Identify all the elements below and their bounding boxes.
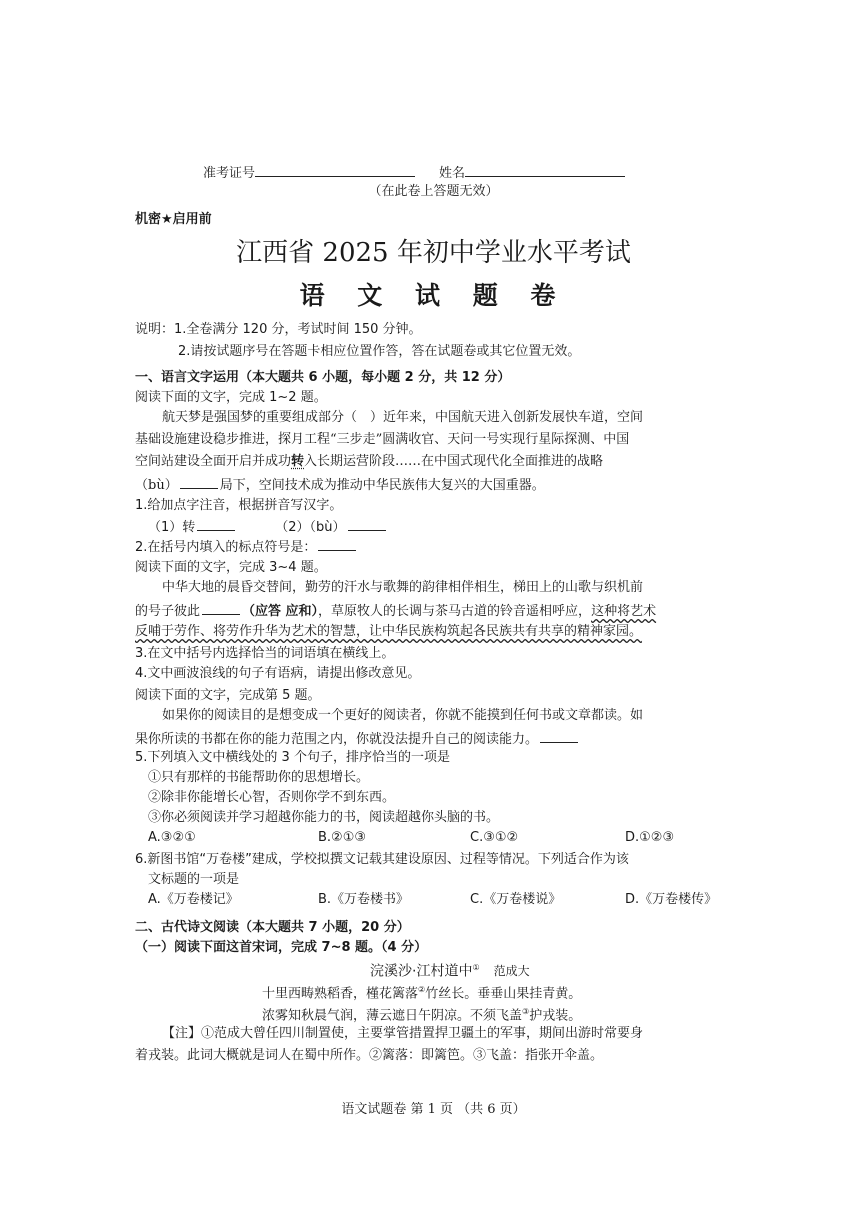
question-6-option-b: B.《万卷楼书》 xyxy=(318,892,410,907)
question-5-sentence-2: ②除非你能增长心智，否则你学不到东西。 xyxy=(148,790,396,805)
passage-2-line-2-mid: ，草原牧人的长调与茶马古道的铃音遥相呼应， xyxy=(318,604,592,619)
answer-blank-1b xyxy=(348,516,386,531)
name-blank xyxy=(465,162,625,177)
passage-2-line-2-start: 的号子彼此 xyxy=(135,604,201,619)
question-1-part-b: （2）（bù） xyxy=(275,520,346,535)
exam-id-blank xyxy=(255,162,415,177)
poem-line-1-note-mark: ② xyxy=(418,985,426,994)
passage-1-line-3-start: 空间站建设全面开启并成功 xyxy=(135,454,292,469)
section-2-heading: 二、古代诗文阅读（本大题共 7 小题，20 分） xyxy=(135,920,410,935)
question-4: 4.文中画波浪线的句子有语病，请提出修改意见。 xyxy=(135,666,421,681)
passage-1-line-1: 航天梦是强国梦的重要组成部分（ ）近年来，中国航天进入创新发展快车道，空间 xyxy=(162,410,644,425)
blank-sentence-order xyxy=(540,728,578,743)
question-2 xyxy=(135,536,358,558)
wavy-sentence-part-2: 反哺于劳作、将劳作升华为艺术的智慧，让中华民族构筑起各民族共有共享的精神家园。 xyxy=(135,624,643,639)
answer-blank-2 xyxy=(318,536,356,551)
question-3: 3.在文中括号内选择恰当的词语填在横线上。 xyxy=(135,646,395,661)
poem-author: 范成大 xyxy=(493,964,530,979)
name-label: 姓名 xyxy=(439,166,466,181)
question-6-line-1: 6.新图书馆“万卷楼”建成，学校拟撰文记载其建设原因、过程等情况。下列适合作为该 xyxy=(135,852,629,867)
question-6-option-c: C.《万卷楼说》 xyxy=(470,892,562,907)
poem-line-2-note-mark: ③ xyxy=(522,1007,530,1016)
poem-line-1 xyxy=(262,980,581,1004)
exam-subtitle: 语 文 试 题 卷 xyxy=(299,281,568,310)
poem-line-2 xyxy=(262,1002,581,1026)
secret-mark: 机密★启用前 xyxy=(135,212,212,227)
question-5-option-b: B.②①③ xyxy=(318,830,367,845)
page-footer: 语文试题卷 第 1 页 （共 6 页） xyxy=(341,1102,526,1117)
passage-3-line-1: 如果你的阅读目的是想变成一个更好的阅读者，你就不能摸到任何书或文章都读。如 xyxy=(162,708,644,723)
instruction-1: 说明：1.全卷满分 120 分，考试时间 150 分钟。 xyxy=(135,322,422,337)
poem-line-1-end: 竹丝长。垂垂山果挂青黄。 xyxy=(425,986,582,1002)
poem-title-line xyxy=(370,958,530,982)
word-choice: （应答 应和） xyxy=(242,604,319,619)
exam-id-line xyxy=(203,162,625,184)
blank-bu xyxy=(180,474,218,489)
passage-2-line-3 xyxy=(135,622,642,642)
poem-note-line-2: 着戎装。此词大概就是词人在蜀中所作。②篱落：即篱笆。③飞盖：指张开伞盖。 xyxy=(135,1048,604,1063)
passage-1-line-3-end: 入长期运营阶段……在中国式现代化全面推进的战略 xyxy=(304,454,604,469)
poem-title-note-mark: ① xyxy=(472,963,480,972)
section-2-sub-1: （一）阅读下面这首宋词，完成 7~8 题。（4 分） xyxy=(135,940,428,955)
exam-title: 江西省 2025 年初中学业水平考试 xyxy=(236,238,631,268)
blank-word-choice xyxy=(202,600,240,615)
question-1-parts xyxy=(148,516,388,538)
question-1-part-a: （1）转 xyxy=(148,520,196,535)
wavy-sentence-part-1: 这种将艺术 xyxy=(591,604,657,619)
question-5: 5.下列填入文中横线处的 3 个句子，排序恰当的一项是 xyxy=(135,750,450,765)
passage-1-line-4 xyxy=(135,474,545,496)
question-5-option-d: D.①②③ xyxy=(625,830,675,845)
reading-intro-1: 阅读下面的文字，完成 1~2 题。 xyxy=(135,390,327,405)
reading-intro-2: 阅读下面的文字，完成 3~4 题。 xyxy=(135,560,327,575)
poem-line-2-end: 护戎装。 xyxy=(529,1008,582,1024)
question-2-text: 2.在括号内填入的标点符号是： xyxy=(135,540,317,555)
passage-1-line-4-end: 局下，空间技术成为推动中华民族伟大复兴的大国重器。 xyxy=(219,478,545,493)
poem-title: 浣溪沙·江村道中 xyxy=(370,963,473,980)
question-5-option-c: C.③①② xyxy=(470,830,519,845)
poem-line-2-start: 浓雾知秋晨气润，薄云遮日午阴凉。不须飞盖 xyxy=(262,1008,523,1024)
passage-2-line-2 xyxy=(135,600,656,622)
question-6-line-2: 文标题的一项是 xyxy=(148,872,240,887)
question-5-sentence-1: ①只有那样的书能帮助你的思想增长。 xyxy=(148,770,370,785)
poem-note-line-1: 【注】①范成大曾任四川制置使，主要掌管措置捍卫疆土的军事，期间出游时常要身 xyxy=(162,1026,644,1041)
section-1-heading: 一、语言文字运用（本大题共 6 小题，每小题 2 分，共 12 分） xyxy=(135,370,511,385)
passage-2-line-1: 中华大地的晨昏交替间，勤劳的汗水与歌舞的韵律相伴相生，梯田上的山歌与织机前 xyxy=(162,580,644,595)
question-1: 1.给加点字注音，根据拼音写汉字。 xyxy=(135,498,343,513)
question-6-option-d: D.《万卷楼传》 xyxy=(625,892,718,907)
passage-1-line-3 xyxy=(135,452,603,472)
instruction-2: 2.请按试题序号在答题卡相应位置作答，答在试题卷或其它位置无效。 xyxy=(178,344,581,359)
question-6-option-a: A.《万卷楼记》 xyxy=(148,892,239,907)
answer-blank-1a xyxy=(197,516,235,531)
reading-intro-3: 阅读下面的文字，完成第 5 题。 xyxy=(135,688,321,703)
dotted-char-zhuan: 转 xyxy=(291,454,305,469)
passage-1-line-2: 基础设施建设稳步推进，探月工程“三步走”圆满收官、天问一号实现行星际探测、中国 xyxy=(135,432,630,447)
passage-3-line-2-text: 果你所读的书都在你的能力范围之内，你就没法提升自己的阅读能力。 xyxy=(135,732,539,747)
pinyin-bu: （bù） xyxy=(135,478,178,493)
poem-line-1-start: 十里西畴熟稻香，槿花篱落 xyxy=(262,986,419,1002)
answer-invalid-note: （在此卷上答题无效） xyxy=(368,184,499,199)
question-5-sentence-3: ③你必须阅读并学习超越你能力的书，阅读超越你头脑的书。 xyxy=(148,810,500,825)
exam-id-label: 准考证号 xyxy=(203,166,256,181)
passage-3-line-2 xyxy=(135,728,580,750)
question-5-option-a: A.③②① xyxy=(148,830,196,845)
